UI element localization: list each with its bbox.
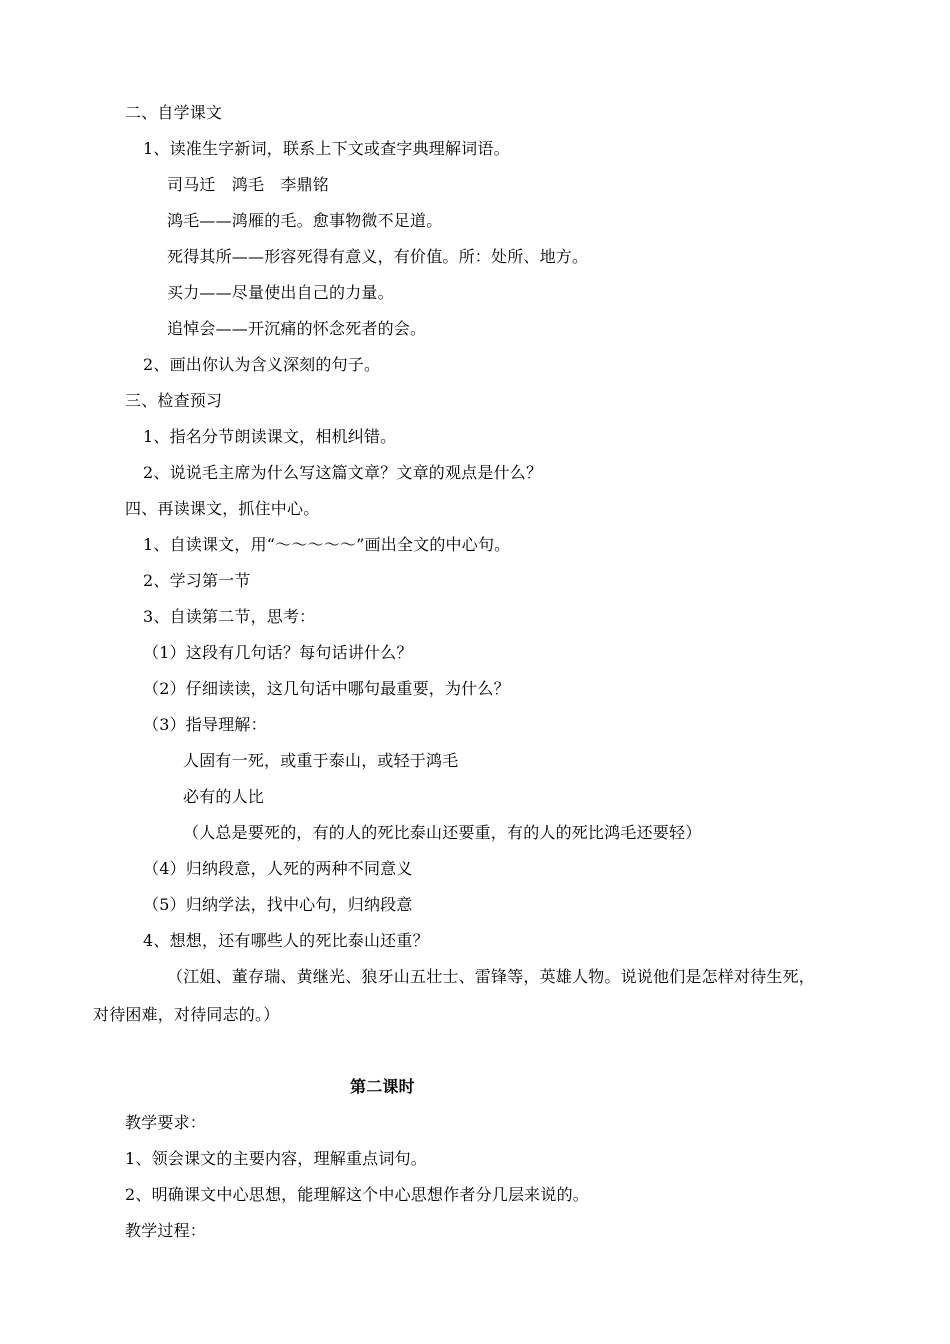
item-study-first-section: 2、学习第一节 [143,571,251,590]
quote-taishan-hongmao: 人固有一死，或重于泰山，或轻于鸿毛 [183,751,459,770]
item-think-heroes: 4、想想，还有哪些人的死比泰山还重？ [143,931,429,950]
quote-comparison: 必有的人比 [183,787,265,806]
definition-sidegisuo: 死得其所——形容死得有意义，有价值。所：处所、地方。 [167,247,589,266]
requirement-1: 1、领会课文的主要内容，理解重点词句。 [125,1149,427,1168]
definition-maili: 买力——尽量使出自己的力量。 [167,283,394,302]
subitem-1: （1）这段有几句话？每句话讲什么？ [143,643,413,662]
section-heading-check-preview: 三、检查预习 [125,391,223,410]
subitem-3: （3）指导理解： [143,715,267,734]
item-read-aloud: 1、指名分节朗读课文，相机纠错。 [143,427,397,446]
definition-hongmao: 鸿毛——鸿雁的毛。愈事物微不足道。 [167,211,443,230]
requirement-2: 2、明确课文中心思想，能理解这个中心思想作者分几层来说的。 [125,1185,589,1204]
subitem-2: （2）仔细读读，这几句话中哪句最重要，为什么？ [143,679,510,698]
subitem-4: （4）归纳段意，人死的两种不同意义 [143,859,413,878]
item-why-write: 2、说说毛主席为什么写这篇文章？文章的观点是什么？ [143,463,543,482]
heroes-paragraph-line-1: （江姐、董存瑞、黄继光、狼牙山五壮士、雷锋等，英雄人物。说说他们是怎样对待生死， [167,967,816,986]
heroes-paragraph-line-2: 对待困难，对待同志的。） [93,1005,280,1024]
definition-zhuidaohui: 追悼会——开沉痛的怀念死者的会。 [167,319,427,338]
vocabulary-list: 司马迁 鸿毛 李鼎铭 [167,175,330,194]
item-find-central-sentence: 1、自读课文，用“～～～～～”画出全文的中心句。 [143,535,511,554]
item-mark-sentences: 2、画出你认为含义深刻的句子。 [143,355,381,374]
section-heading-reread: 四、再读课文，抓住中心。 [125,499,320,518]
lesson-two-title: 第二课时 [350,1077,415,1096]
item-read-second-section: 3、自读第二节，思考： [143,607,316,626]
quote-explanation: （人总是要死的，有的人的死比泰山还要重，有的人的死比鸿毛还要轻） [183,823,702,842]
teaching-process-heading: 教学过程： [125,1221,207,1240]
teaching-requirements-heading: 教学要求： [125,1113,207,1132]
subitem-5: （5）归纳学法，找中心句，归纳段意 [143,895,413,914]
item-read-new-words: 1、读准生字新词，联系上下文或查字典理解词语。 [143,139,510,158]
section-heading-self-study: 二、自学课文 [125,103,223,122]
